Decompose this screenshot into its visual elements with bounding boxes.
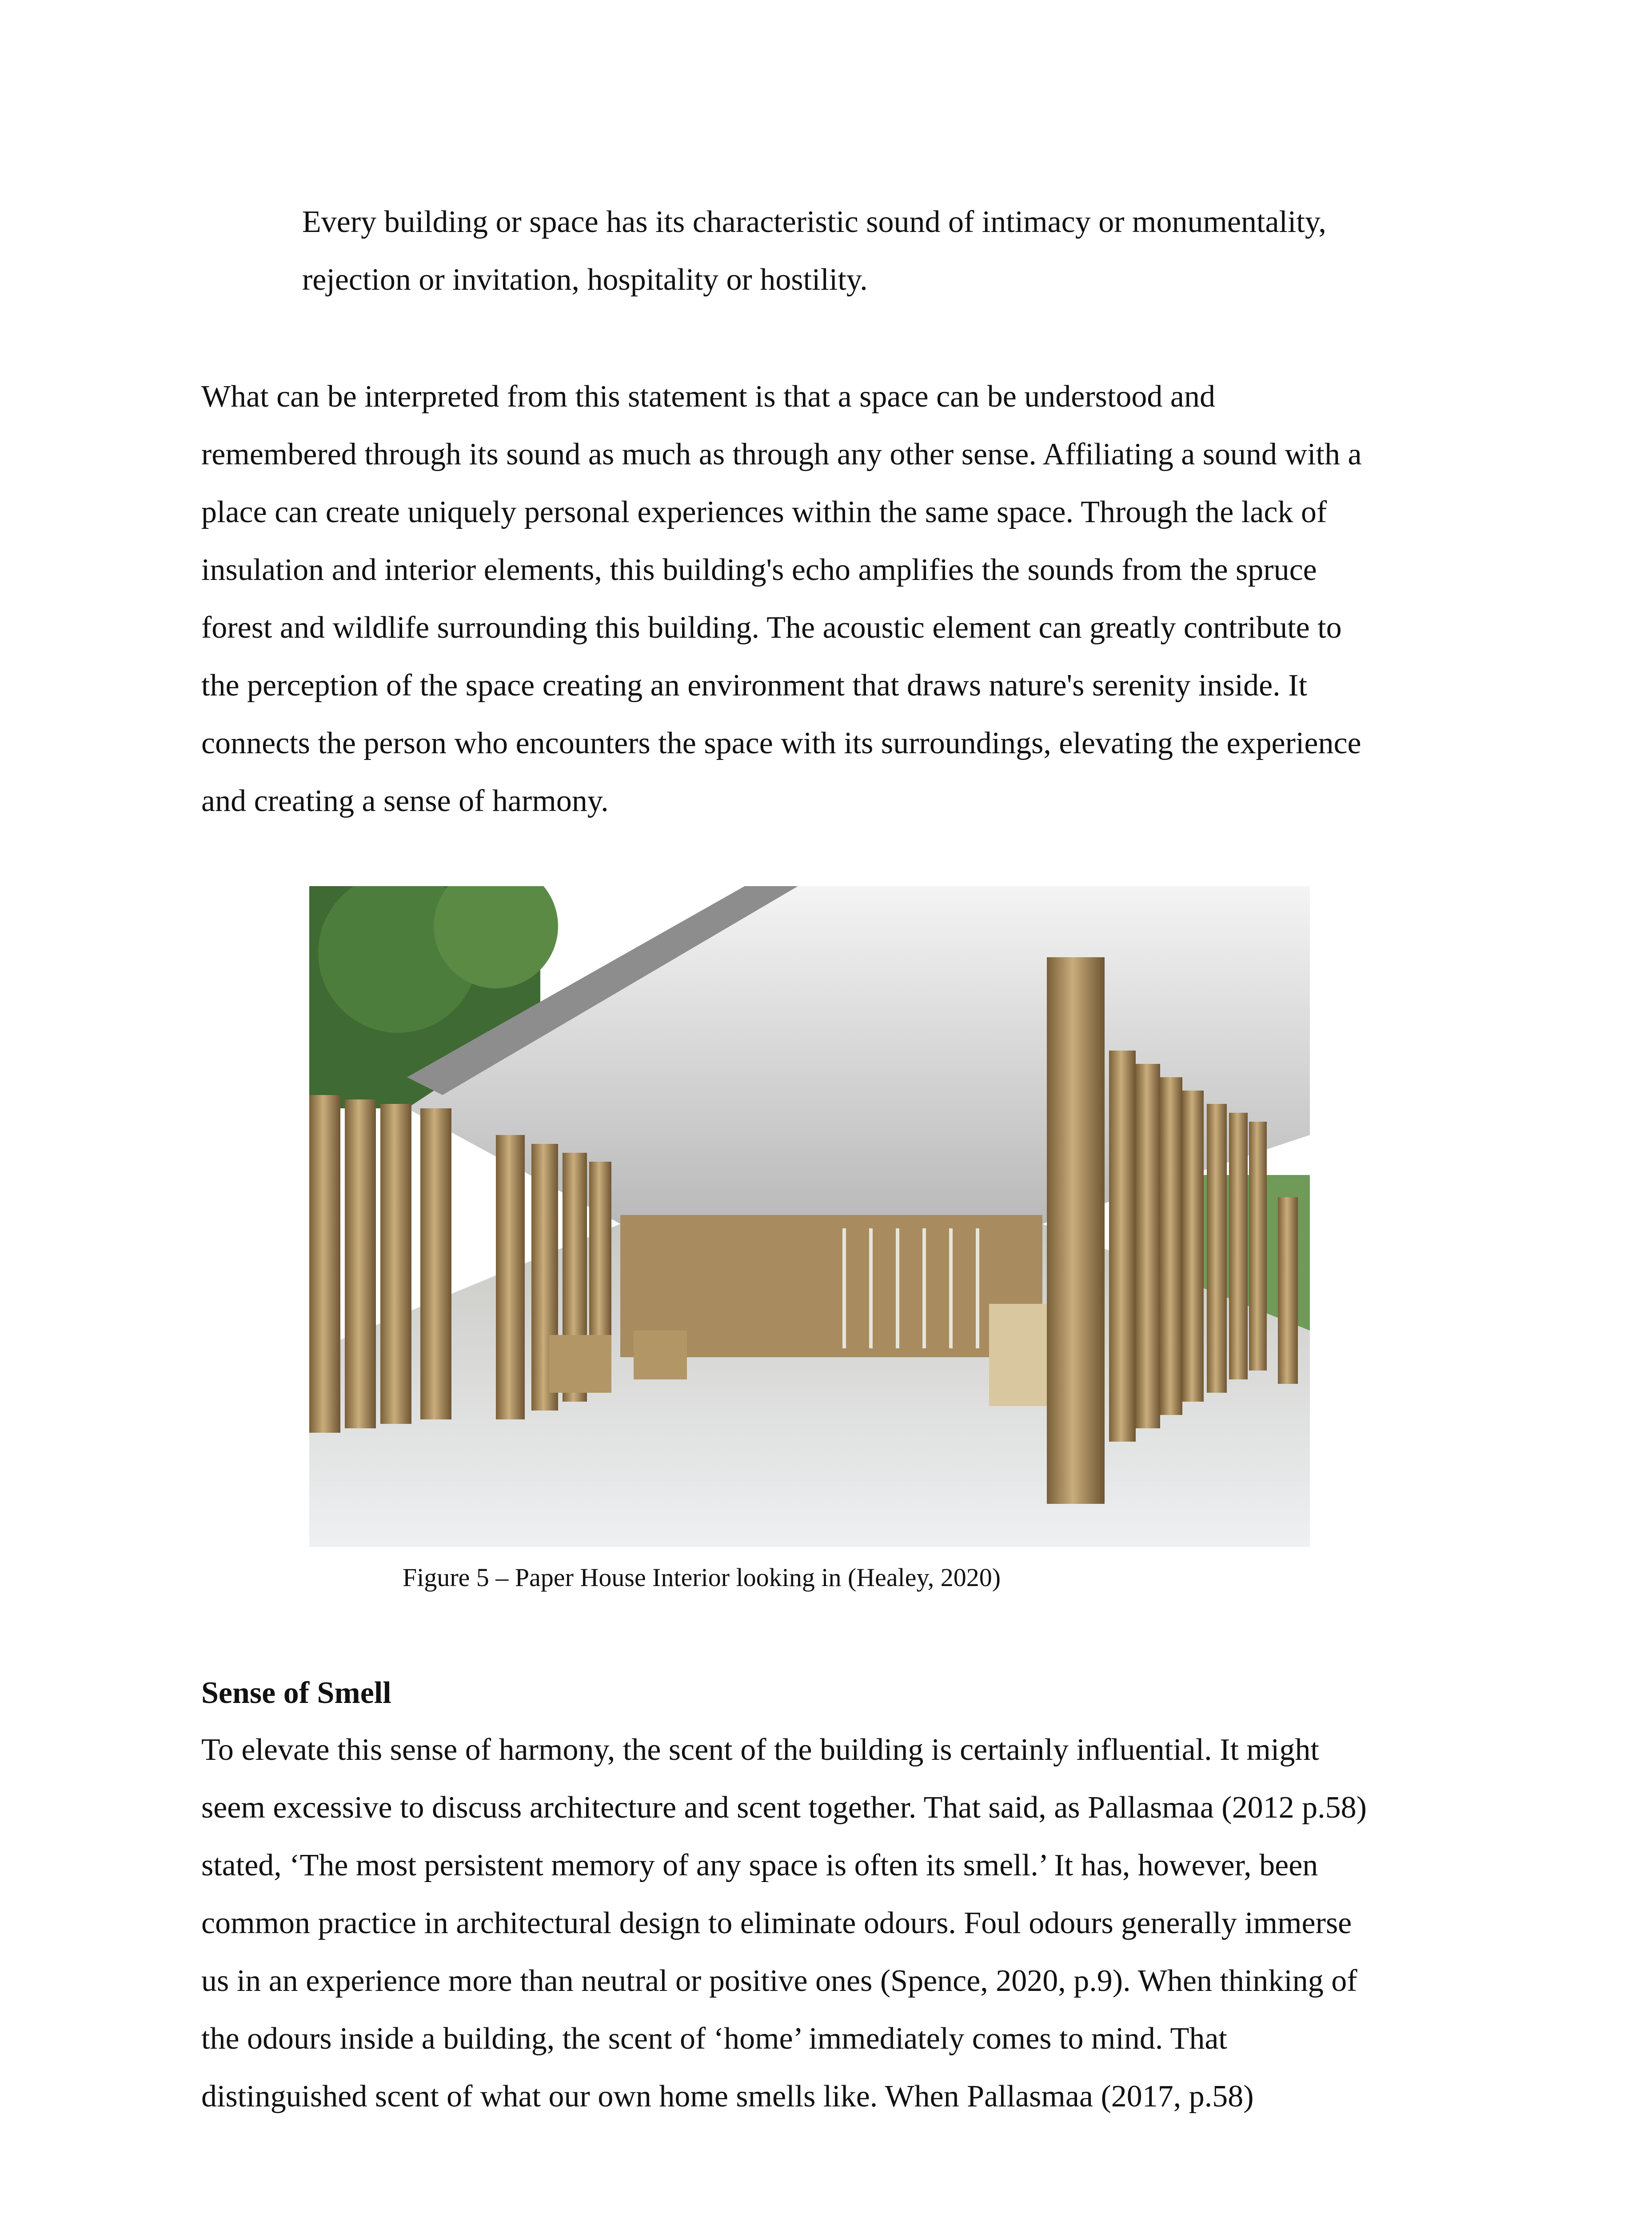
text-line: distinguished scent of what our own home smells like. When Pallasmaa (2017, p.58) xyxy=(201,2079,1254,2114)
section-heading: Sense of Smell xyxy=(201,1676,391,1710)
block-quote xyxy=(302,193,1326,309)
figure-caption: Figure 5 – Paper House Interior looking in (Healey, 2020) xyxy=(403,1563,1001,1592)
text-line: remembered through its sound as much as through any other sense. Affiliating a sound with a xyxy=(201,437,1362,472)
text-line: us in an experience more than neutral or positive ones (Spence, 2020, p.9). When thinking of xyxy=(201,1964,1357,1998)
text-line: seem excessive to discuss architecture and scent together. That said, as Pallasmaa (2012 p.58) xyxy=(201,1790,1367,1825)
text-line: the perception of the space creating an environment that draws nature's serenity inside. It xyxy=(201,668,1307,703)
text-line: common practice in architectural design to eliminate odours. Foul odours generally immerse xyxy=(201,1906,1352,1940)
text-line: the odours inside a building, the scent of ‘home’ immediately comes to mind. That xyxy=(201,2022,1227,2056)
text-line: place can create uniquely personal experiences within the same space. Through the lack of xyxy=(201,495,1327,529)
text-line: connects the person who encounters the space with its surroundings, elevating the experience xyxy=(201,726,1361,760)
body-paragraph-smell xyxy=(201,1721,1367,2126)
text-line: What can be interpreted from this statement is that a space can be understood and xyxy=(201,380,1215,414)
text-line: forest and wildlife surrounding this building. The acoustic element can greatly contribute to xyxy=(201,611,1342,645)
quote-line: rejection or invitation, hospitality or hostility. xyxy=(302,263,868,297)
paper-house-interior-photo xyxy=(309,886,1310,1547)
text-line: stated, ‘The most persistent memory of any space is often its smell.’ It has, however, been xyxy=(201,1848,1318,1882)
text-line: and creating a sense of harmony. xyxy=(201,784,609,818)
quote-line: Every building or space has its characteristic sound of intimacy or monumentality, xyxy=(302,205,1326,239)
body-paragraph-sound xyxy=(201,368,1362,830)
text-line: insulation and interior elements, this building's echo amplifies the sounds from the spruce xyxy=(201,553,1317,587)
text-line: To elevate this sense of harmony, the scent of the building is certainly influential. It might xyxy=(201,1733,1319,1767)
